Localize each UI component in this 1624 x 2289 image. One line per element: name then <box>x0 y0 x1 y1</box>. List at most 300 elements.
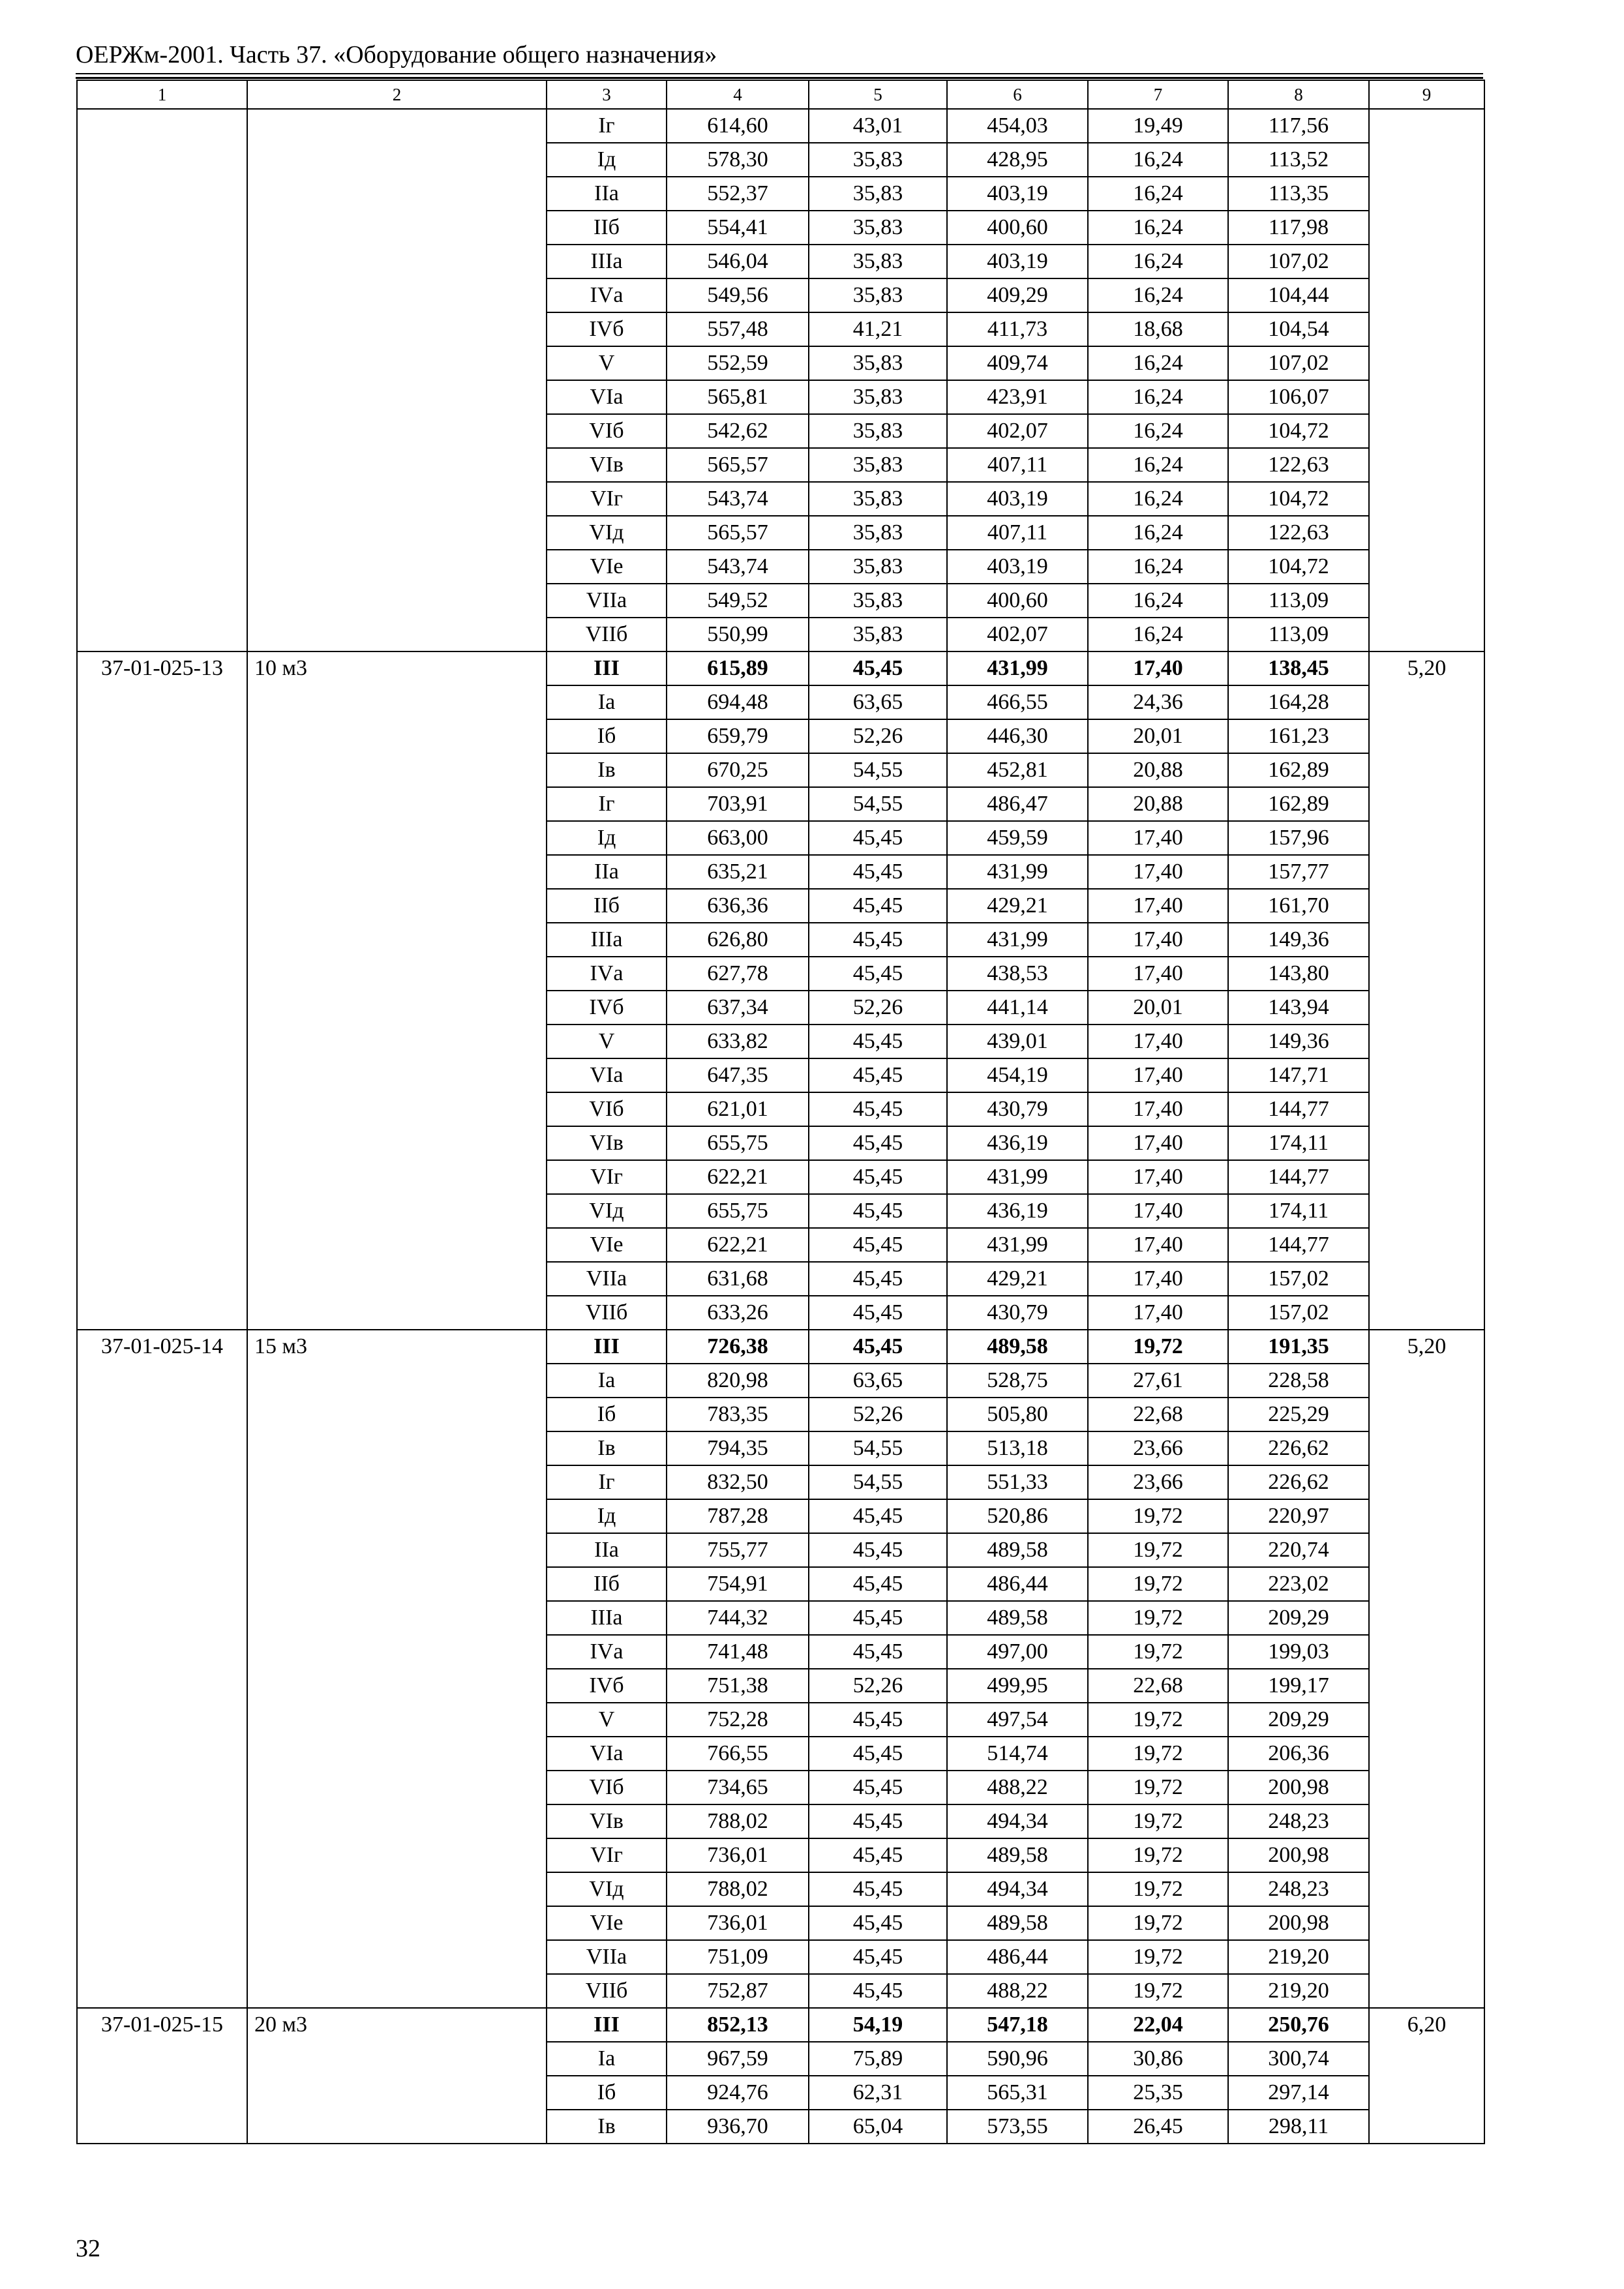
value-col-8: 220,97 <box>1228 1499 1369 1533</box>
value-col-8: 157,02 <box>1228 1262 1369 1296</box>
value-col-5: 45,45 <box>809 1737 947 1771</box>
value-col-4: 736,01 <box>667 1906 809 1940</box>
zone-label: VIд <box>547 1872 667 1906</box>
value-col-4: 633,82 <box>667 1025 809 1058</box>
value-col-4: 542,62 <box>667 414 809 448</box>
value-col-4: 752,28 <box>667 1703 809 1737</box>
value-col-4: 633,26 <box>667 1296 809 1330</box>
value-col-7: 19,72 <box>1088 1533 1228 1567</box>
value-col-7: 16,24 <box>1088 448 1228 482</box>
value-col-6: 438,53 <box>947 957 1088 991</box>
zone-label: IIа <box>547 177 667 211</box>
value-col-5: 45,45 <box>809 1092 947 1126</box>
value-col-4: 670,25 <box>667 753 809 787</box>
value-col-6: 411,73 <box>947 312 1088 346</box>
value-col-6: 452,81 <box>947 753 1088 787</box>
table-row <box>77 1330 1484 1364</box>
value-col-8: 117,98 <box>1228 211 1369 245</box>
value-col-5: 52,26 <box>809 1669 947 1703</box>
value-col-4: 552,37 <box>667 177 809 211</box>
value-col-8: 106,07 <box>1228 380 1369 414</box>
page-header: ОЕРЖм-2001. Часть 37. «Оборудование общего назначения» <box>76 41 717 68</box>
value-col-4: 565,57 <box>667 516 809 550</box>
column-number-6: 6 <box>947 80 1088 109</box>
value-col-7: 17,40 <box>1088 1025 1228 1058</box>
value-col-8: 149,36 <box>1228 923 1369 957</box>
value-col-7: 16,24 <box>1088 482 1228 516</box>
value-col-7: 19,72 <box>1088 1567 1228 1601</box>
value-col-7: 20,01 <box>1088 719 1228 753</box>
value-col-8: 144,77 <box>1228 1228 1369 1262</box>
zone-label: Iг <box>547 1465 667 1499</box>
value-col-5: 35,83 <box>809 177 947 211</box>
value-col-8: 147,71 <box>1228 1058 1369 1092</box>
value-col-5: 41,21 <box>809 312 947 346</box>
value-col-4: 726,38 <box>667 1330 809 1364</box>
zone-label: IVа <box>547 1635 667 1669</box>
value-col-4: 751,38 <box>667 1669 809 1703</box>
value-col-7: 30,86 <box>1088 2042 1228 2076</box>
value-col-7: 19,49 <box>1088 109 1228 143</box>
value-col-4: 552,59 <box>667 346 809 380</box>
rate-name <box>247 109 547 651</box>
zone-label: Iд <box>547 143 667 177</box>
value-col-4: 659,79 <box>667 719 809 753</box>
rate-code: 37-01-025-13 <box>77 651 247 1330</box>
value-col-5: 52,26 <box>809 991 947 1025</box>
value-col-6: 407,11 <box>947 516 1088 550</box>
rate-name: 20 м3 <box>247 2008 547 2144</box>
value-col-7: 17,40 <box>1088 1262 1228 1296</box>
value-col-4: 578,30 <box>667 143 809 177</box>
value-col-8: 298,11 <box>1228 2110 1369 2144</box>
value-col-4: 736,01 <box>667 1838 809 1872</box>
zone-label: VIа <box>547 1737 667 1771</box>
table-row <box>77 2008 1484 2042</box>
rate-col9: 5,20 <box>1369 651 1484 1330</box>
zone-label: VIе <box>547 1228 667 1262</box>
value-col-4: 614,60 <box>667 109 809 143</box>
zone-label: VIг <box>547 1838 667 1872</box>
value-col-6: 407,11 <box>947 448 1088 482</box>
value-col-5: 45,45 <box>809 1635 947 1669</box>
zone-label: VIг <box>547 482 667 516</box>
zone-label: IVб <box>547 1669 667 1703</box>
value-col-4: 615,89 <box>667 651 809 685</box>
table-body <box>77 80 1484 2144</box>
value-col-5: 35,83 <box>809 143 947 177</box>
value-col-8: 200,98 <box>1228 1771 1369 1804</box>
rate-code: 37-01-025-14 <box>77 1330 247 2008</box>
value-col-5: 62,31 <box>809 2076 947 2110</box>
value-col-5: 45,45 <box>809 1499 947 1533</box>
value-col-5: 45,45 <box>809 1194 947 1228</box>
value-col-8: 200,98 <box>1228 1906 1369 1940</box>
value-col-8: 161,70 <box>1228 889 1369 923</box>
value-col-7: 16,24 <box>1088 278 1228 312</box>
value-col-4: 741,48 <box>667 1635 809 1669</box>
value-col-7: 19,72 <box>1088 1737 1228 1771</box>
value-col-4: 755,77 <box>667 1533 809 1567</box>
value-col-5: 45,45 <box>809 957 947 991</box>
value-col-6: 488,22 <box>947 1974 1088 2008</box>
value-col-4: 655,75 <box>667 1194 809 1228</box>
value-col-8: 157,96 <box>1228 821 1369 855</box>
zone-label: IIIа <box>547 245 667 278</box>
value-col-6: 494,34 <box>947 1872 1088 1906</box>
value-col-6: 513,18 <box>947 1431 1088 1465</box>
value-col-7: 19,72 <box>1088 1330 1228 1364</box>
value-col-8: 104,72 <box>1228 482 1369 516</box>
value-col-6: 409,74 <box>947 346 1088 380</box>
rate-col9: 5,20 <box>1369 1330 1484 2008</box>
value-col-8: 206,36 <box>1228 1737 1369 1771</box>
value-col-5: 45,45 <box>809 651 947 685</box>
value-col-6: 429,21 <box>947 1262 1088 1296</box>
zone-label: IIб <box>547 211 667 245</box>
value-col-6: 489,58 <box>947 1533 1088 1567</box>
column-number-9: 9 <box>1369 80 1484 109</box>
rate-code: 37-01-025-15 <box>77 2008 247 2144</box>
value-col-6: 403,19 <box>947 482 1088 516</box>
value-col-6: 488,22 <box>947 1771 1088 1804</box>
value-col-8: 174,11 <box>1228 1194 1369 1228</box>
value-col-7: 19,72 <box>1088 1804 1228 1838</box>
value-col-8: 122,63 <box>1228 516 1369 550</box>
value-col-5: 45,45 <box>809 1804 947 1838</box>
value-col-4: 565,57 <box>667 448 809 482</box>
value-col-8: 144,77 <box>1228 1092 1369 1126</box>
value-col-7: 17,40 <box>1088 651 1228 685</box>
value-col-4: 754,91 <box>667 1567 809 1601</box>
value-col-6: 403,19 <box>947 245 1088 278</box>
value-col-8: 223,02 <box>1228 1567 1369 1601</box>
rate-name: 10 м3 <box>247 651 547 1330</box>
value-col-6: 489,58 <box>947 1601 1088 1635</box>
value-col-7: 19,72 <box>1088 1499 1228 1533</box>
zone-label: IIа <box>547 855 667 889</box>
value-col-8: 117,56 <box>1228 109 1369 143</box>
value-col-4: 794,35 <box>667 1431 809 1465</box>
value-col-7: 16,24 <box>1088 380 1228 414</box>
value-col-5: 45,45 <box>809 855 947 889</box>
rate-code <box>77 109 247 651</box>
value-col-6: 573,55 <box>947 2110 1088 2144</box>
value-col-7: 23,66 <box>1088 1431 1228 1465</box>
zone-label: VIб <box>547 414 667 448</box>
value-col-6: 565,31 <box>947 2076 1088 2110</box>
value-col-8: 300,74 <box>1228 2042 1369 2076</box>
value-col-6: 400,60 <box>947 211 1088 245</box>
column-number-5: 5 <box>809 80 947 109</box>
value-col-5: 54,55 <box>809 787 947 821</box>
zone-label: IVб <box>547 991 667 1025</box>
value-col-7: 19,72 <box>1088 1940 1228 1974</box>
rate-col9: 6,20 <box>1369 2008 1484 2144</box>
value-col-8: 107,02 <box>1228 346 1369 380</box>
value-col-7: 24,36 <box>1088 685 1228 719</box>
value-col-8: 209,29 <box>1228 1601 1369 1635</box>
column-number-8: 8 <box>1228 80 1369 109</box>
zone-label: Iд <box>547 1499 667 1533</box>
value-col-7: 16,24 <box>1088 516 1228 550</box>
value-col-5: 45,45 <box>809 1160 947 1194</box>
value-col-8: 199,17 <box>1228 1669 1369 1703</box>
value-col-5: 35,83 <box>809 245 947 278</box>
zone-label: VIв <box>547 1804 667 1838</box>
value-col-5: 54,55 <box>809 753 947 787</box>
value-col-7: 19,72 <box>1088 1703 1228 1737</box>
value-col-5: 63,65 <box>809 685 947 719</box>
value-col-5: 35,83 <box>809 550 947 584</box>
zone-label: IIа <box>547 1533 667 1567</box>
value-col-5: 45,45 <box>809 1872 947 1906</box>
value-col-7: 17,40 <box>1088 1126 1228 1160</box>
zone-label: IIб <box>547 1567 667 1601</box>
value-col-8: 161,23 <box>1228 719 1369 753</box>
zone-label: V <box>547 1703 667 1737</box>
value-col-8: 200,98 <box>1228 1838 1369 1872</box>
value-col-6: 400,60 <box>947 584 1088 618</box>
value-col-8: 174,11 <box>1228 1126 1369 1160</box>
zone-label: Iа <box>547 1364 667 1398</box>
value-col-7: 26,45 <box>1088 2110 1228 2144</box>
zone-label: IIIа <box>547 1601 667 1635</box>
value-col-4: 557,48 <box>667 312 809 346</box>
value-col-7: 17,40 <box>1088 1092 1228 1126</box>
value-col-6: 436,19 <box>947 1126 1088 1160</box>
column-number-2: 2 <box>247 80 547 109</box>
value-col-4: 924,76 <box>667 2076 809 2110</box>
value-col-5: 45,45 <box>809 1940 947 1974</box>
value-col-8: 220,74 <box>1228 1533 1369 1567</box>
value-col-7: 22,68 <box>1088 1398 1228 1431</box>
value-col-5: 45,45 <box>809 1567 947 1601</box>
value-col-7: 19,72 <box>1088 1872 1228 1906</box>
value-col-5: 45,45 <box>809 1228 947 1262</box>
value-col-4: 635,21 <box>667 855 809 889</box>
value-col-5: 45,45 <box>809 1703 947 1737</box>
value-col-6: 547,18 <box>947 2008 1088 2042</box>
value-col-8: 164,28 <box>1228 685 1369 719</box>
value-col-4: 744,32 <box>667 1601 809 1635</box>
zone-label: III <box>547 651 667 685</box>
value-col-6: 409,29 <box>947 278 1088 312</box>
value-col-4: 663,00 <box>667 821 809 855</box>
value-col-5: 45,45 <box>809 1906 947 1940</box>
value-col-8: 219,20 <box>1228 1940 1369 1974</box>
value-col-5: 52,26 <box>809 719 947 753</box>
value-col-6: 403,19 <box>947 177 1088 211</box>
value-col-6: 423,91 <box>947 380 1088 414</box>
header-rule-thick <box>76 77 1483 79</box>
value-col-7: 19,72 <box>1088 1635 1228 1669</box>
value-col-6: 494,34 <box>947 1804 1088 1838</box>
zone-label: Iб <box>547 2076 667 2110</box>
value-col-7: 25,35 <box>1088 2076 1228 2110</box>
value-col-4: 788,02 <box>667 1872 809 1906</box>
value-col-7: 17,40 <box>1088 957 1228 991</box>
zone-label: VIе <box>547 1906 667 1940</box>
value-col-7: 19,72 <box>1088 1838 1228 1872</box>
value-col-4: 549,52 <box>667 584 809 618</box>
value-col-5: 35,83 <box>809 618 947 651</box>
value-col-8: 149,36 <box>1228 1025 1369 1058</box>
value-col-8: 143,94 <box>1228 991 1369 1025</box>
value-col-6: 505,80 <box>947 1398 1088 1431</box>
value-col-6: 431,99 <box>947 651 1088 685</box>
value-col-8: 250,76 <box>1228 2008 1369 2042</box>
value-col-7: 16,24 <box>1088 143 1228 177</box>
zone-label: Iа <box>547 2042 667 2076</box>
value-col-5: 65,04 <box>809 2110 947 2144</box>
zone-label: Iг <box>547 787 667 821</box>
value-col-5: 45,45 <box>809 821 947 855</box>
value-col-6: 454,19 <box>947 1058 1088 1092</box>
zone-label: IVб <box>547 312 667 346</box>
value-col-7: 23,66 <box>1088 1465 1228 1499</box>
value-col-7: 19,72 <box>1088 1771 1228 1804</box>
value-col-4: 694,48 <box>667 685 809 719</box>
zone-label: III <box>547 1330 667 1364</box>
value-col-5: 45,45 <box>809 1296 947 1330</box>
zone-label: V <box>547 1025 667 1058</box>
value-col-8: 228,58 <box>1228 1364 1369 1398</box>
value-col-6: 402,07 <box>947 414 1088 448</box>
value-col-4: 788,02 <box>667 1804 809 1838</box>
value-col-4: 787,28 <box>667 1499 809 1533</box>
value-col-8: 113,35 <box>1228 177 1369 211</box>
value-col-8: 248,23 <box>1228 1872 1369 1906</box>
zone-label: VIг <box>547 1160 667 1194</box>
value-col-5: 43,01 <box>809 109 947 143</box>
value-col-6: 590,96 <box>947 2042 1088 2076</box>
zone-label: IIб <box>547 889 667 923</box>
zone-label: VIд <box>547 516 667 550</box>
value-col-5: 45,45 <box>809 1126 947 1160</box>
value-col-6: 497,54 <box>947 1703 1088 1737</box>
value-col-8: 104,44 <box>1228 278 1369 312</box>
value-col-7: 19,72 <box>1088 1906 1228 1940</box>
value-col-4: 550,99 <box>667 618 809 651</box>
value-col-7: 16,24 <box>1088 177 1228 211</box>
value-col-4: 820,98 <box>667 1364 809 1398</box>
value-col-5: 45,45 <box>809 1262 947 1296</box>
rate-name: 15 м3 <box>247 1330 547 2008</box>
value-col-8: 104,54 <box>1228 312 1369 346</box>
value-col-7: 16,24 <box>1088 618 1228 651</box>
zone-label: VIд <box>547 1194 667 1228</box>
table-row <box>77 109 1484 143</box>
value-col-8: 122,63 <box>1228 448 1369 482</box>
value-col-6: 520,86 <box>947 1499 1088 1533</box>
zone-label: Iб <box>547 1398 667 1431</box>
value-col-5: 45,45 <box>809 1601 947 1635</box>
value-col-8: 226,62 <box>1228 1431 1369 1465</box>
value-col-6: 486,44 <box>947 1567 1088 1601</box>
header-rule <box>76 73 1483 74</box>
value-col-7: 20,88 <box>1088 753 1228 787</box>
table-row <box>77 651 1484 685</box>
zone-label: III <box>547 2008 667 2042</box>
value-col-4: 752,87 <box>667 1974 809 2008</box>
zone-label: IVа <box>547 957 667 991</box>
zone-label: IIIа <box>547 923 667 957</box>
value-col-4: 832,50 <box>667 1465 809 1499</box>
value-col-6: 489,58 <box>947 1838 1088 1872</box>
value-col-8: 157,77 <box>1228 855 1369 889</box>
value-col-8: 104,72 <box>1228 550 1369 584</box>
value-col-7: 16,24 <box>1088 245 1228 278</box>
value-col-4: 936,70 <box>667 2110 809 2144</box>
value-col-5: 45,45 <box>809 1025 947 1058</box>
value-col-5: 45,45 <box>809 1533 947 1567</box>
zone-label: IVа <box>547 278 667 312</box>
value-col-4: 636,36 <box>667 889 809 923</box>
value-col-7: 17,40 <box>1088 1160 1228 1194</box>
zone-label: VIв <box>547 448 667 482</box>
value-col-7: 17,40 <box>1088 1194 1228 1228</box>
value-col-4: 543,74 <box>667 550 809 584</box>
zone-label: VIIа <box>547 1262 667 1296</box>
value-col-7: 16,24 <box>1088 414 1228 448</box>
value-col-6: 431,99 <box>947 855 1088 889</box>
column-number-4: 4 <box>667 80 809 109</box>
column-number-1: 1 <box>77 80 247 109</box>
zone-label: VIIб <box>547 618 667 651</box>
value-col-6: 439,01 <box>947 1025 1088 1058</box>
value-col-7: 17,40 <box>1088 1058 1228 1092</box>
value-col-7: 17,40 <box>1088 889 1228 923</box>
value-col-7: 18,68 <box>1088 312 1228 346</box>
value-col-7: 17,40 <box>1088 1228 1228 1262</box>
zone-label: Iб <box>547 719 667 753</box>
zone-label: Iг <box>547 109 667 143</box>
value-col-4: 549,56 <box>667 278 809 312</box>
value-col-5: 35,83 <box>809 346 947 380</box>
value-col-8: 297,14 <box>1228 2076 1369 2110</box>
value-col-6: 431,99 <box>947 1160 1088 1194</box>
rates-table <box>76 80 1485 2144</box>
value-col-8: 199,03 <box>1228 1635 1369 1669</box>
value-col-5: 35,83 <box>809 380 947 414</box>
value-col-7: 16,24 <box>1088 211 1228 245</box>
value-col-5: 35,83 <box>809 482 947 516</box>
zone-label: VIа <box>547 1058 667 1092</box>
value-col-6: 431,99 <box>947 923 1088 957</box>
value-col-5: 54,55 <box>809 1431 947 1465</box>
value-col-4: 852,13 <box>667 2008 809 2042</box>
value-col-4: 647,35 <box>667 1058 809 1092</box>
column-number-row <box>77 80 1484 109</box>
zone-label: Iа <box>547 685 667 719</box>
value-col-8: 209,29 <box>1228 1703 1369 1737</box>
value-col-7: 17,40 <box>1088 1296 1228 1330</box>
value-col-8: 226,62 <box>1228 1465 1369 1499</box>
value-col-7: 27,61 <box>1088 1364 1228 1398</box>
value-col-6: 486,47 <box>947 787 1088 821</box>
value-col-4: 622,21 <box>667 1160 809 1194</box>
column-number-3: 3 <box>547 80 667 109</box>
value-col-5: 54,19 <box>809 2008 947 2042</box>
value-col-4: 703,91 <box>667 787 809 821</box>
value-col-8: 191,35 <box>1228 1330 1369 1364</box>
value-col-8: 138,45 <box>1228 651 1369 685</box>
value-col-6: 514,74 <box>947 1737 1088 1771</box>
value-col-7: 19,72 <box>1088 1974 1228 2008</box>
value-col-8: 157,02 <box>1228 1296 1369 1330</box>
value-col-5: 45,45 <box>809 1771 947 1804</box>
